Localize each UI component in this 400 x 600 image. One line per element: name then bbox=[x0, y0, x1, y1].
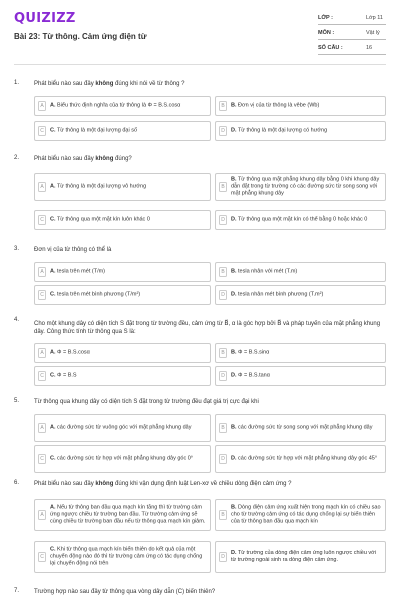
option-letter: B bbox=[219, 101, 227, 111]
answer-option-d[interactable] bbox=[215, 121, 386, 141]
option-content: tesla nhân mét bình phương (T.m²) bbox=[238, 291, 324, 298]
question-number: 1. bbox=[14, 80, 20, 86]
option-content: tesla trên mét (T/m) bbox=[57, 268, 106, 275]
question-text bbox=[34, 588, 386, 596]
option-text bbox=[231, 350, 382, 357]
page-header bbox=[0, 0, 400, 62]
question-text-bold: không bbox=[95, 81, 114, 87]
option-text bbox=[50, 505, 207, 526]
option-content: Φ = B.S.sinα bbox=[238, 349, 270, 356]
meta-class-key: LỚP : bbox=[318, 15, 333, 21]
option-letter: A bbox=[38, 182, 46, 192]
option-content: Nếu từ thông ban đầu qua mạch kín tăng thì từ trường cảm ứng ngược chiều từ trường ban đầu. Từ trường cảm ứng sẽ cùng chiều từ trường ban đầu nếu từ thông qua mạch kín giảm. bbox=[50, 504, 206, 525]
option-text bbox=[50, 547, 207, 568]
answer-option-c[interactable] bbox=[34, 366, 211, 386]
option-content: các đường sức từ hợp với mặt phẳng khung dây góc 0° bbox=[57, 455, 194, 462]
option-text bbox=[231, 456, 382, 463]
option-text bbox=[231, 292, 382, 299]
question-text-bold: không bbox=[95, 156, 114, 162]
option-label: A. bbox=[50, 504, 56, 511]
option-content: tesla nhân với mét (T.m) bbox=[238, 268, 298, 275]
answer-option-a[interactable] bbox=[34, 499, 211, 531]
answer-option-a[interactable] bbox=[34, 262, 211, 282]
question-text bbox=[34, 398, 386, 406]
answer-option-b[interactable] bbox=[215, 499, 386, 531]
question-text-part: Đơn vị của từ thông có thể là bbox=[34, 247, 112, 253]
option-letter: A bbox=[38, 101, 46, 111]
quizizz-logo: QUIZIZZ bbox=[14, 11, 76, 26]
option-content: Từ trường của dòng điện cảm ứng luôn ngược chiều với từ trường ngoài sinh ra dòng điện cảm ứng. bbox=[231, 550, 376, 563]
option-label: D. bbox=[231, 455, 237, 462]
question-number: 2. bbox=[14, 155, 20, 161]
option-label: A. bbox=[50, 424, 56, 431]
option-letter: A bbox=[38, 348, 46, 358]
question-text bbox=[34, 246, 386, 254]
option-letter: A bbox=[38, 423, 46, 433]
option-letter: D bbox=[219, 371, 227, 381]
question-text-bold: không bbox=[95, 481, 114, 487]
question-text bbox=[34, 480, 386, 488]
option-letter: C bbox=[38, 126, 46, 136]
option-text bbox=[50, 217, 207, 224]
question-text bbox=[34, 320, 386, 336]
option-letter: B bbox=[219, 423, 227, 433]
option-content: Khi từ thông qua mạch kín biến thiên do kết quả của một chuyển động nào đó thì từ trường cảm ứng có tác dụng chống lại chuyển động nói trên bbox=[50, 546, 203, 567]
option-letter: B bbox=[219, 267, 227, 277]
question-number: 4. bbox=[14, 317, 20, 323]
option-text bbox=[231, 128, 382, 135]
option-text bbox=[231, 505, 382, 526]
answer-option-b[interactable] bbox=[215, 96, 386, 116]
option-label: B. bbox=[231, 268, 237, 275]
option-letter: C bbox=[38, 215, 46, 225]
question-text-part: Phát biểu nào sau đây bbox=[34, 481, 96, 487]
option-letter: A bbox=[38, 267, 46, 277]
option-letter: C bbox=[38, 552, 46, 562]
option-label: D. bbox=[231, 550, 237, 556]
header-divider bbox=[14, 64, 386, 65]
option-text bbox=[50, 103, 207, 110]
question-text-part: Từ thông qua khung dây có diện tích S đặt trong từ trường đều đạt giá trị cực đại khi bbox=[34, 399, 259, 405]
divider bbox=[318, 54, 386, 55]
option-letter: B bbox=[219, 182, 227, 192]
question-text bbox=[34, 155, 386, 163]
option-content: Từ thông qua một mặt kín có thể bằng 0 hoặc khác 0 bbox=[237, 216, 368, 223]
answer-option-a[interactable] bbox=[34, 173, 211, 201]
option-label: A. bbox=[50, 268, 56, 275]
answer-option-c[interactable] bbox=[34, 541, 211, 573]
option-letter: D bbox=[219, 454, 227, 464]
question-number: 6. bbox=[14, 480, 20, 486]
question-number: 3. bbox=[14, 246, 20, 252]
question-text-part: đúng? bbox=[113, 156, 132, 162]
option-label: C. bbox=[50, 372, 56, 379]
answer-option-b[interactable] bbox=[215, 262, 386, 282]
option-content: Φ = B.S.cosα bbox=[57, 349, 90, 356]
option-label: B. bbox=[231, 102, 237, 109]
option-content: Dòng điện cảm ứng xuất hiện trong mạch kín có chiều sao cho từ trường cảm ứng có tác dụng chống lại sự biến thiên của từ thông ban đầu qua mạch kín bbox=[231, 504, 381, 525]
option-letter: D bbox=[219, 215, 227, 225]
option-label: C. bbox=[50, 455, 56, 462]
option-letter: B bbox=[219, 510, 227, 520]
page-title: Bài 23: Từ thông. Cảm ứng điện từ bbox=[14, 32, 147, 41]
option-label: C. bbox=[50, 216, 56, 223]
option-label: D. bbox=[231, 372, 237, 379]
option-letter: A bbox=[38, 510, 46, 520]
option-text bbox=[50, 350, 207, 357]
option-content: Từ thông là một đại lượng đại số bbox=[56, 127, 138, 134]
option-text bbox=[50, 128, 207, 135]
answer-option-d[interactable] bbox=[215, 285, 386, 305]
answer-option-c[interactable] bbox=[34, 210, 211, 230]
divider bbox=[318, 24, 386, 25]
answer-option-c[interactable] bbox=[34, 445, 211, 473]
question-text-part: đúng khi nói về từ thông ? bbox=[113, 81, 185, 87]
option-label: D. bbox=[231, 216, 237, 223]
option-text bbox=[231, 269, 382, 276]
question-text-part: đúng khi vận dụng định luật Len-xơ về chiều dòng điện cảm ứng ? bbox=[113, 481, 292, 487]
question-text-part: Cho một khung dây có diện tích S đặt trong từ trường đều, cảm ứng từ B⃗, α là góc hợp bởi B⃗ và pháp tuyến của mặt phẳng khung dây. Công thức tính từ thông qua S là: bbox=[34, 321, 381, 335]
option-text bbox=[50, 456, 207, 463]
option-letter: D bbox=[219, 126, 227, 136]
option-text bbox=[231, 373, 382, 380]
meta-count-value: 16 bbox=[366, 45, 373, 51]
question-number: 5. bbox=[14, 398, 20, 404]
option-content: các đường sức từ hợp với mặt phẳng khung dây góc 45° bbox=[238, 455, 378, 462]
option-content: Φ = B.S bbox=[57, 372, 77, 379]
option-text bbox=[50, 425, 207, 432]
answer-option-d[interactable] bbox=[215, 366, 386, 386]
answer-option-d[interactable] bbox=[215, 445, 386, 473]
meta-subject-key: MÔN : bbox=[318, 30, 335, 36]
option-text bbox=[231, 217, 382, 224]
option-label: D. bbox=[231, 291, 237, 298]
option-label: B. bbox=[231, 424, 237, 431]
option-label: A. bbox=[50, 183, 56, 190]
option-label: B. bbox=[231, 504, 237, 511]
answer-option-b[interactable] bbox=[215, 343, 386, 363]
option-label: C. bbox=[50, 546, 56, 553]
answer-option-a[interactable] bbox=[34, 96, 211, 116]
option-label: C. bbox=[50, 291, 56, 298]
option-content: các đường sức từ vuông góc với mặt phẳng khung dây bbox=[57, 424, 192, 431]
option-content: Φ = B.S.tanα bbox=[238, 372, 270, 379]
meta-class-value: Lớp 11 bbox=[366, 15, 383, 21]
question-text-part: Phát biểu nào sau đây bbox=[34, 81, 96, 87]
option-letter: C bbox=[38, 371, 46, 381]
option-label: B. bbox=[231, 176, 237, 183]
option-content: Từ thông là một đại lượng có hướng bbox=[237, 127, 328, 134]
option-text bbox=[231, 177, 382, 198]
answer-option-a[interactable] bbox=[34, 414, 211, 442]
meta-subject-value: Vật lý bbox=[366, 30, 380, 36]
option-content: Từ thông là một đại lượng vô hướng bbox=[56, 183, 147, 190]
option-text bbox=[50, 373, 207, 380]
option-text bbox=[231, 550, 382, 564]
option-label: C. bbox=[50, 127, 56, 134]
option-content: Từ thông qua một mặt kín luôn khác 0 bbox=[56, 216, 150, 223]
option-content: Biểu thức định nghĩa của từ thông là Φ = B.S.cosα bbox=[57, 102, 181, 109]
option-content: Từ thông qua mặt phẳng khung dây bằng 0 khi khung dây dẫn đặt trong từ trường có các đường sức từ song song với mặt phẳng khung dây bbox=[231, 176, 380, 197]
option-content: Đơn vị của từ thông là vêbe (Wb) bbox=[238, 102, 320, 109]
answer-option-a[interactable] bbox=[34, 343, 211, 363]
option-text bbox=[231, 425, 382, 432]
question-text-part: Phát biểu nào sau đây bbox=[34, 156, 96, 162]
option-label: A. bbox=[50, 349, 56, 356]
answer-option-b[interactable] bbox=[215, 173, 386, 201]
option-letter: D bbox=[219, 290, 227, 300]
meta-count-key: SỐ CÂU : bbox=[318, 45, 343, 51]
answer-option-d[interactable] bbox=[215, 210, 386, 230]
question-number: 7. bbox=[14, 588, 20, 594]
option-text bbox=[50, 292, 207, 299]
divider bbox=[318, 39, 386, 40]
option-text bbox=[231, 103, 382, 110]
option-content: tesla trên mét bình phương (T/m²) bbox=[57, 291, 141, 298]
option-letter: B bbox=[219, 348, 227, 358]
answer-option-c[interactable] bbox=[34, 121, 211, 141]
option-text bbox=[50, 184, 207, 191]
question-text-part: Trường hợp nào sau đây từ thông qua vòng dây dẫn (C) biến thiên? bbox=[34, 589, 216, 595]
answer-option-d[interactable] bbox=[215, 541, 386, 573]
option-letter: C bbox=[38, 454, 46, 464]
option-text bbox=[50, 269, 207, 276]
option-letter: D bbox=[219, 552, 227, 562]
option-content: các đường sức từ song song với mặt phẳng khung dây bbox=[238, 424, 373, 431]
question-text bbox=[34, 80, 386, 88]
option-label: B. bbox=[231, 349, 237, 356]
answer-option-c[interactable] bbox=[34, 285, 211, 305]
option-letter: C bbox=[38, 290, 46, 300]
option-label: A. bbox=[50, 102, 56, 109]
answer-option-b[interactable] bbox=[215, 414, 386, 442]
option-label: D. bbox=[231, 127, 237, 134]
